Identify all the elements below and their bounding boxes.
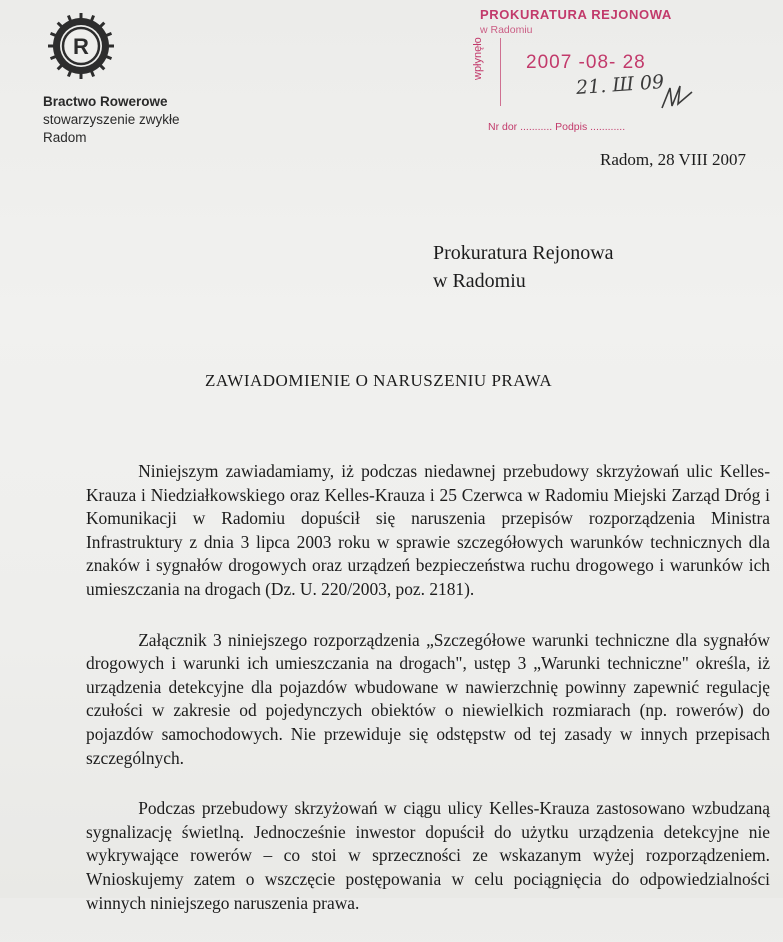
gear-logo-icon (47, 12, 115, 80)
signature-scribble-icon (658, 78, 698, 118)
stamp-date: 2007 -08- 28 (526, 52, 646, 73)
recipient-address (433, 239, 614, 295)
paragraph-2: Załącznik 3 niniejszego rozporządzenia „Szczegółowe warunki techniczne dla sygnałów drogowych i warunki ich umieszczania na drogach", ustęp 3 „Warunki techniczne" określa, iż urządzenia detekcyjne dla pojazdów wbudowane w nawierzchnię powinny zapewnić regulację czułości w zakresie od pojedynczych obiektów o niewielkich rozmiarach (np. rowerów) do pojazdów samochodowych. Nie przewiduje się odstępstw od tej zasady w innych przepisach szczególnych. (86, 629, 770, 768)
stamp-divider (500, 38, 501, 106)
organization-logo (47, 12, 115, 80)
stamp-received-label: wpłynęło (472, 37, 484, 80)
organization-city: Radom (43, 130, 87, 145)
paragraph-1: Niniejszym zawiadamiamy, iż podczas niedawnej przebudowy skrzyżowań ulic Kelles-Krauza i Niedziałkowskiego oraz Kelles-Krauza i 25 Czerwca w Radomiu Miejski Zarząd Dróg i Komunikacji w Radomiu dopuścił się naruszenia przepisów rozporządzenia Ministra Infrastruktury z dnia 3 lipca 2003 roku w sprawie szczegółowych warunków technicznych dla znaków i sygnałów drogowych oraz urządzeń bezpieczeństwa ruchu drogowego i warunków ich umieszczania na drogach (Dz. U. 220/2003, poz. 2181). (86, 461, 770, 599)
recipient-line-2: w Radomiu (433, 270, 526, 292)
handwritten-note: 21. Ш 09 (575, 70, 665, 100)
letter-body (86, 460, 770, 942)
stamp-office-name: PROKURATURA REJONOWA (480, 7, 672, 22)
recipient-line-1: Prokuratura Rejonowa (433, 242, 614, 264)
organization-type: stowarzyszenie zwykłe (43, 112, 180, 127)
paragraph-3: Podczas przebudowy skrzyżowań w ciągu ulicy Kelles-Krauza zastosowano wzbudzaną sygnalizację świetlną. Jednocześnie inwestor dopuścił do użytku urządzenia detekcyjne nie wykrywające rowerów – co stoi w sprzeczności ze wskazanym wyżej rozporządzeniem. Wnioskujemy zatem o wszczęcie postępowania w celu pociągnięcia do odpowiedzialności winnych niniejszego naruszenia prawa. (86, 798, 770, 913)
receipt-stamp (472, 0, 728, 140)
place-and-date: Radom, 28 VIII 2007 (600, 150, 747, 169)
organization-name: Bractwo Rowerowe (43, 94, 168, 109)
letter-title: ZAWIADOMIENIE O NARUSZENIU PRAWA (205, 371, 553, 390)
svg-text:R: R (73, 34, 89, 59)
stamp-number-signature-line: Nr dor ........... Podpis ............ (488, 121, 626, 133)
organization-block (43, 93, 180, 147)
stamp-office-sub: w Radomiu (480, 24, 533, 36)
